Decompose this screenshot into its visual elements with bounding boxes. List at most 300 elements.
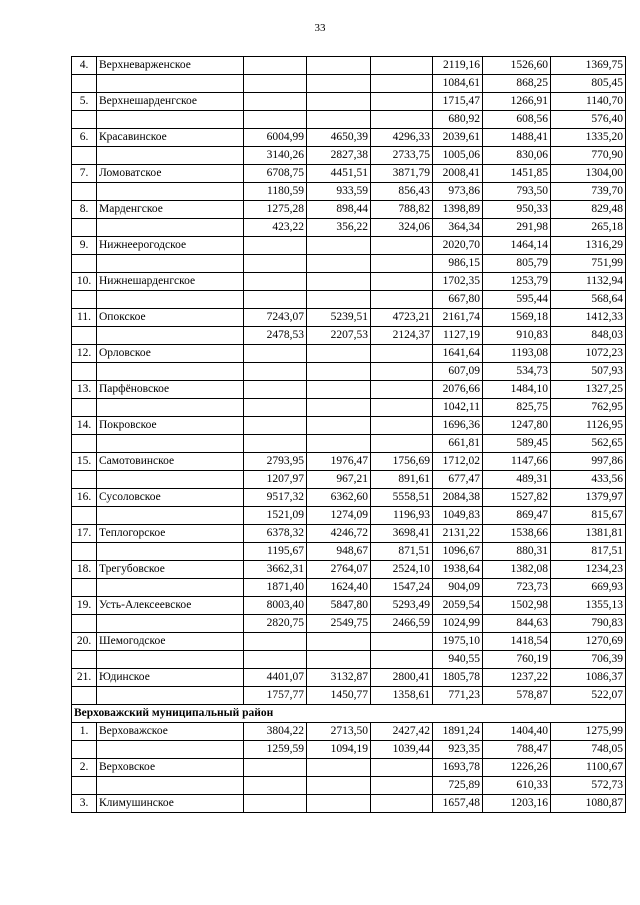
value-cell: 4296,33 xyxy=(371,129,433,147)
settlement-name: Шемогодское xyxy=(97,633,244,651)
value-cell: 4401,07 xyxy=(244,669,307,687)
table-row xyxy=(72,381,626,399)
value-cell: 8003,40 xyxy=(244,597,307,615)
value-cell xyxy=(244,435,307,453)
value-cell: 2161,74 xyxy=(433,309,483,327)
value-cell xyxy=(307,237,371,255)
settlement-name xyxy=(97,219,244,237)
value-cell: 1527,82 xyxy=(483,489,551,507)
value-cell: 1094,19 xyxy=(307,741,371,759)
value-cell xyxy=(371,363,433,381)
table-row xyxy=(72,543,626,561)
value-cell xyxy=(307,273,371,291)
value-cell: 608,56 xyxy=(483,111,551,129)
settlement-name xyxy=(97,327,244,345)
settlement-name xyxy=(97,615,244,633)
value-cell: 793,50 xyxy=(483,183,551,201)
table-row xyxy=(72,183,626,201)
table-row xyxy=(72,219,626,237)
value-cell: 830,06 xyxy=(483,147,551,165)
value-cell: 4650,39 xyxy=(307,129,371,147)
value-cell xyxy=(307,255,371,273)
value-cell xyxy=(371,93,433,111)
value-cell: 1757,77 xyxy=(244,687,307,705)
settlement-name xyxy=(97,507,244,525)
value-cell: 680,92 xyxy=(433,111,483,129)
value-cell: 904,09 xyxy=(433,579,483,597)
value-cell: 1382,08 xyxy=(483,561,551,579)
value-cell: 1418,54 xyxy=(483,633,551,651)
value-cell: 1404,40 xyxy=(483,723,551,741)
table-row xyxy=(72,471,626,489)
value-cell: 356,22 xyxy=(307,219,371,237)
value-cell: 2820,75 xyxy=(244,615,307,633)
value-cell: 1715,47 xyxy=(433,93,483,111)
value-cell: 2427,42 xyxy=(371,723,433,741)
table-row xyxy=(72,633,626,651)
value-cell: 1100,67 xyxy=(551,759,626,777)
value-cell: 1180,59 xyxy=(244,183,307,201)
settlement-name xyxy=(97,255,244,273)
settlement-name xyxy=(97,741,244,759)
row-index xyxy=(72,255,97,273)
value-cell: 576,40 xyxy=(551,111,626,129)
row-index: 11. xyxy=(72,309,97,327)
value-cell: 1488,41 xyxy=(483,129,551,147)
settlement-name: Самотовинское xyxy=(97,453,244,471)
settlement-name xyxy=(97,687,244,705)
settlement-name: Парфёновское xyxy=(97,381,244,399)
settlement-name xyxy=(97,543,244,561)
value-cell: 760,19 xyxy=(483,651,551,669)
value-cell: 1358,61 xyxy=(371,687,433,705)
value-cell xyxy=(244,75,307,93)
value-cell: 1412,33 xyxy=(551,309,626,327)
settlement-name xyxy=(97,579,244,597)
settlement-name xyxy=(97,363,244,381)
value-cell xyxy=(244,363,307,381)
value-cell: 9517,32 xyxy=(244,489,307,507)
value-cell xyxy=(371,255,433,273)
value-cell: 1042,11 xyxy=(433,399,483,417)
value-cell xyxy=(244,111,307,129)
row-index xyxy=(72,615,97,633)
value-cell: 1938,64 xyxy=(433,561,483,579)
value-cell: 825,75 xyxy=(483,399,551,417)
value-cell: 1266,91 xyxy=(483,93,551,111)
row-index: 13. xyxy=(72,381,97,399)
value-cell xyxy=(307,417,371,435)
value-cell: 1871,40 xyxy=(244,579,307,597)
row-index xyxy=(72,651,97,669)
value-cell xyxy=(371,435,433,453)
value-cell: 739,70 xyxy=(551,183,626,201)
table-row xyxy=(72,453,626,471)
table-row xyxy=(72,345,626,363)
value-cell: 1975,10 xyxy=(433,633,483,651)
value-cell: 489,31 xyxy=(483,471,551,489)
row-index xyxy=(72,507,97,525)
value-cell: 880,31 xyxy=(483,543,551,561)
value-cell: 997,86 xyxy=(551,453,626,471)
value-cell: 2124,37 xyxy=(371,327,433,345)
settlement-name: Теплогорское xyxy=(97,525,244,543)
value-cell: 6004,99 xyxy=(244,129,307,147)
table-row xyxy=(72,57,626,75)
table-row xyxy=(72,489,626,507)
value-cell: 1450,77 xyxy=(307,687,371,705)
settlement-name: Трегубовское xyxy=(97,561,244,579)
settlement-name: Нижнеерогодское xyxy=(97,237,244,255)
table-row xyxy=(72,669,626,687)
value-cell: 6378,32 xyxy=(244,525,307,543)
table-body xyxy=(72,57,626,813)
row-index xyxy=(72,75,97,93)
value-cell: 1451,85 xyxy=(483,165,551,183)
row-index xyxy=(72,399,97,417)
row-index: 3. xyxy=(72,795,97,813)
value-cell: 433,56 xyxy=(551,471,626,489)
value-cell: 1132,94 xyxy=(551,273,626,291)
value-cell: 2039,61 xyxy=(433,129,483,147)
value-cell: 1805,78 xyxy=(433,669,483,687)
value-cell: 1147,66 xyxy=(483,453,551,471)
value-cell: 265,18 xyxy=(551,219,626,237)
table-row xyxy=(72,201,626,219)
value-cell: 595,44 xyxy=(483,291,551,309)
value-cell: 856,43 xyxy=(371,183,433,201)
table-row xyxy=(72,129,626,147)
value-cell xyxy=(371,57,433,75)
value-cell: 1275,28 xyxy=(244,201,307,219)
row-index: 18. xyxy=(72,561,97,579)
settlement-name: Нижнешарденгское xyxy=(97,273,244,291)
table-row xyxy=(72,309,626,327)
row-index: 7. xyxy=(72,165,97,183)
row-index: 5. xyxy=(72,93,97,111)
value-cell xyxy=(244,93,307,111)
value-cell xyxy=(307,633,371,651)
value-cell: 2076,66 xyxy=(433,381,483,399)
value-cell xyxy=(371,417,433,435)
value-cell: 1304,00 xyxy=(551,165,626,183)
value-cell: 6708,75 xyxy=(244,165,307,183)
value-cell: 1369,75 xyxy=(551,57,626,75)
value-cell: 790,83 xyxy=(551,615,626,633)
value-cell: 1039,44 xyxy=(371,741,433,759)
value-cell: 4451,51 xyxy=(307,165,371,183)
value-cell xyxy=(371,291,433,309)
value-cell: 1712,02 xyxy=(433,453,483,471)
value-cell xyxy=(307,777,371,795)
value-cell: 2207,53 xyxy=(307,327,371,345)
value-cell: 507,93 xyxy=(551,363,626,381)
value-cell xyxy=(307,57,371,75)
value-cell: 7243,07 xyxy=(244,309,307,327)
value-cell: 923,35 xyxy=(433,741,483,759)
row-index xyxy=(72,777,97,795)
table-row xyxy=(72,399,626,417)
settlement-name: Усть-Алексеевское xyxy=(97,597,244,615)
value-cell xyxy=(244,291,307,309)
value-cell: 1641,64 xyxy=(433,345,483,363)
value-cell xyxy=(371,759,433,777)
value-cell: 2119,16 xyxy=(433,57,483,75)
value-cell: 1196,93 xyxy=(371,507,433,525)
value-cell: 871,51 xyxy=(371,543,433,561)
row-index: 2. xyxy=(72,759,97,777)
row-index xyxy=(72,435,97,453)
value-cell: 1080,87 xyxy=(551,795,626,813)
value-cell: 1464,14 xyxy=(483,237,551,255)
value-cell xyxy=(307,75,371,93)
settlement-name: Марденгское xyxy=(97,201,244,219)
value-cell: 844,63 xyxy=(483,615,551,633)
value-cell xyxy=(307,291,371,309)
settlement-name: Сусоловское xyxy=(97,489,244,507)
settlement-name xyxy=(97,471,244,489)
value-cell: 891,61 xyxy=(371,471,433,489)
value-cell: 3871,79 xyxy=(371,165,433,183)
table-row xyxy=(72,363,626,381)
value-cell: 967,21 xyxy=(307,471,371,489)
settlement-name: Верхневарженское xyxy=(97,57,244,75)
value-cell: 578,87 xyxy=(483,687,551,705)
value-cell: 5558,51 xyxy=(371,489,433,507)
section-title: Верховажский муниципальный район xyxy=(72,705,626,723)
value-cell: 1547,24 xyxy=(371,579,433,597)
row-index: 4. xyxy=(72,57,97,75)
value-cell: 986,15 xyxy=(433,255,483,273)
value-cell: 805,79 xyxy=(483,255,551,273)
table-row xyxy=(72,291,626,309)
value-cell: 829,48 xyxy=(551,201,626,219)
value-cell: 1976,47 xyxy=(307,453,371,471)
settlement-name xyxy=(97,147,244,165)
value-cell: 589,45 xyxy=(483,435,551,453)
value-cell: 1253,79 xyxy=(483,273,551,291)
value-cell xyxy=(244,345,307,363)
value-cell: 2131,22 xyxy=(433,525,483,543)
value-cell xyxy=(244,795,307,813)
settlement-name xyxy=(97,183,244,201)
value-cell xyxy=(244,633,307,651)
value-cell: 1696,36 xyxy=(433,417,483,435)
value-cell: 2800,41 xyxy=(371,669,433,687)
value-cell xyxy=(307,381,371,399)
value-cell: 1521,09 xyxy=(244,507,307,525)
value-cell: 568,64 xyxy=(551,291,626,309)
value-cell: 1624,40 xyxy=(307,579,371,597)
settlement-name: Юдинское xyxy=(97,669,244,687)
value-cell: 1259,59 xyxy=(244,741,307,759)
value-cell: 1005,06 xyxy=(433,147,483,165)
settlement-name xyxy=(97,75,244,93)
value-cell: 1335,20 xyxy=(551,129,626,147)
table-row xyxy=(72,273,626,291)
value-cell xyxy=(371,237,433,255)
row-index xyxy=(72,741,97,759)
table-row xyxy=(72,525,626,543)
value-cell: 1195,67 xyxy=(244,543,307,561)
value-cell: 770,90 xyxy=(551,147,626,165)
table-row xyxy=(72,741,626,759)
value-cell xyxy=(371,111,433,129)
table-row xyxy=(72,723,626,741)
value-cell: 2733,75 xyxy=(371,147,433,165)
value-cell: 6362,60 xyxy=(307,489,371,507)
value-cell xyxy=(307,363,371,381)
table-row xyxy=(72,507,626,525)
value-cell: 572,73 xyxy=(551,777,626,795)
value-cell xyxy=(244,381,307,399)
value-cell xyxy=(371,75,433,93)
row-index: 17. xyxy=(72,525,97,543)
value-cell: 661,81 xyxy=(433,435,483,453)
value-cell: 1086,37 xyxy=(551,669,626,687)
row-index xyxy=(72,327,97,345)
table-row xyxy=(72,615,626,633)
row-index xyxy=(72,291,97,309)
value-cell xyxy=(307,651,371,669)
row-index: 21. xyxy=(72,669,97,687)
value-cell xyxy=(371,399,433,417)
value-cell: 1096,67 xyxy=(433,543,483,561)
tariff-table xyxy=(71,56,626,813)
settlement-name: Верховское xyxy=(97,759,244,777)
settlement-name xyxy=(97,651,244,669)
value-cell: 848,03 xyxy=(551,327,626,345)
value-cell: 1193,08 xyxy=(483,345,551,363)
value-cell: 910,83 xyxy=(483,327,551,345)
row-index: 15. xyxy=(72,453,97,471)
row-index: 1. xyxy=(72,723,97,741)
value-cell: 973,86 xyxy=(433,183,483,201)
row-index: 19. xyxy=(72,597,97,615)
value-cell xyxy=(371,381,433,399)
value-cell xyxy=(371,795,433,813)
page-number: 33 xyxy=(314,22,326,34)
row-index xyxy=(72,471,97,489)
row-index xyxy=(72,183,97,201)
value-cell: 788,82 xyxy=(371,201,433,219)
row-index xyxy=(72,579,97,597)
row-index xyxy=(72,147,97,165)
value-cell: 1316,29 xyxy=(551,237,626,255)
value-cell: 1234,23 xyxy=(551,561,626,579)
value-cell: 1024,99 xyxy=(433,615,483,633)
value-cell xyxy=(244,651,307,669)
value-cell xyxy=(307,345,371,363)
settlement-name xyxy=(97,291,244,309)
settlement-name: Орловское xyxy=(97,345,244,363)
table-row xyxy=(72,237,626,255)
value-cell xyxy=(371,633,433,651)
value-cell: 1084,61 xyxy=(433,75,483,93)
settlement-name: Климушинское xyxy=(97,795,244,813)
value-cell xyxy=(307,93,371,111)
value-cell: 669,93 xyxy=(551,579,626,597)
value-cell xyxy=(244,57,307,75)
row-index xyxy=(72,543,97,561)
value-cell: 762,95 xyxy=(551,399,626,417)
value-cell: 1398,89 xyxy=(433,201,483,219)
value-cell: 3662,31 xyxy=(244,561,307,579)
value-cell xyxy=(371,345,433,363)
value-cell: 2793,95 xyxy=(244,453,307,471)
value-cell: 1126,95 xyxy=(551,417,626,435)
row-index: 20. xyxy=(72,633,97,651)
value-cell: 748,05 xyxy=(551,741,626,759)
value-cell: 1355,13 xyxy=(551,597,626,615)
value-cell: 2524,10 xyxy=(371,561,433,579)
value-cell: 948,67 xyxy=(307,543,371,561)
row-index: 8. xyxy=(72,201,97,219)
section-row xyxy=(72,705,626,723)
settlement-name: Красавинское xyxy=(97,129,244,147)
value-cell: 1207,97 xyxy=(244,471,307,489)
table-row xyxy=(72,687,626,705)
value-cell: 868,25 xyxy=(483,75,551,93)
value-cell: 869,47 xyxy=(483,507,551,525)
table-row xyxy=(72,75,626,93)
value-cell: 771,23 xyxy=(433,687,483,705)
value-cell: 1327,25 xyxy=(551,381,626,399)
value-cell: 1203,16 xyxy=(483,795,551,813)
value-cell: 817,51 xyxy=(551,543,626,561)
value-cell xyxy=(244,273,307,291)
table-row xyxy=(72,417,626,435)
value-cell: 2020,70 xyxy=(433,237,483,255)
value-cell: 1049,83 xyxy=(433,507,483,525)
value-cell: 2478,53 xyxy=(244,327,307,345)
value-cell: 805,45 xyxy=(551,75,626,93)
value-cell: 2549,75 xyxy=(307,615,371,633)
value-cell: 2713,50 xyxy=(307,723,371,741)
value-cell: 2059,54 xyxy=(433,597,483,615)
table-row xyxy=(72,255,626,273)
table-row xyxy=(72,651,626,669)
value-cell: 725,89 xyxy=(433,777,483,795)
row-index: 9. xyxy=(72,237,97,255)
value-cell: 2764,07 xyxy=(307,561,371,579)
value-cell: 1275,99 xyxy=(551,723,626,741)
settlement-name xyxy=(97,777,244,795)
settlement-name xyxy=(97,111,244,129)
row-index xyxy=(72,687,97,705)
value-cell: 522,07 xyxy=(551,687,626,705)
value-cell: 1140,70 xyxy=(551,93,626,111)
value-cell: 364,34 xyxy=(433,219,483,237)
value-cell xyxy=(307,795,371,813)
value-cell: 1569,18 xyxy=(483,309,551,327)
value-cell: 5239,51 xyxy=(307,309,371,327)
value-cell xyxy=(307,759,371,777)
value-cell: 1657,48 xyxy=(433,795,483,813)
value-cell: 706,39 xyxy=(551,651,626,669)
value-cell: 898,44 xyxy=(307,201,371,219)
table-row xyxy=(72,795,626,813)
value-cell: 1226,26 xyxy=(483,759,551,777)
value-cell: 3132,87 xyxy=(307,669,371,687)
value-cell: 2466,59 xyxy=(371,615,433,633)
row-index xyxy=(72,363,97,381)
value-cell: 1237,22 xyxy=(483,669,551,687)
row-index: 16. xyxy=(72,489,97,507)
value-cell: 751,99 xyxy=(551,255,626,273)
value-cell: 723,73 xyxy=(483,579,551,597)
value-cell xyxy=(244,255,307,273)
